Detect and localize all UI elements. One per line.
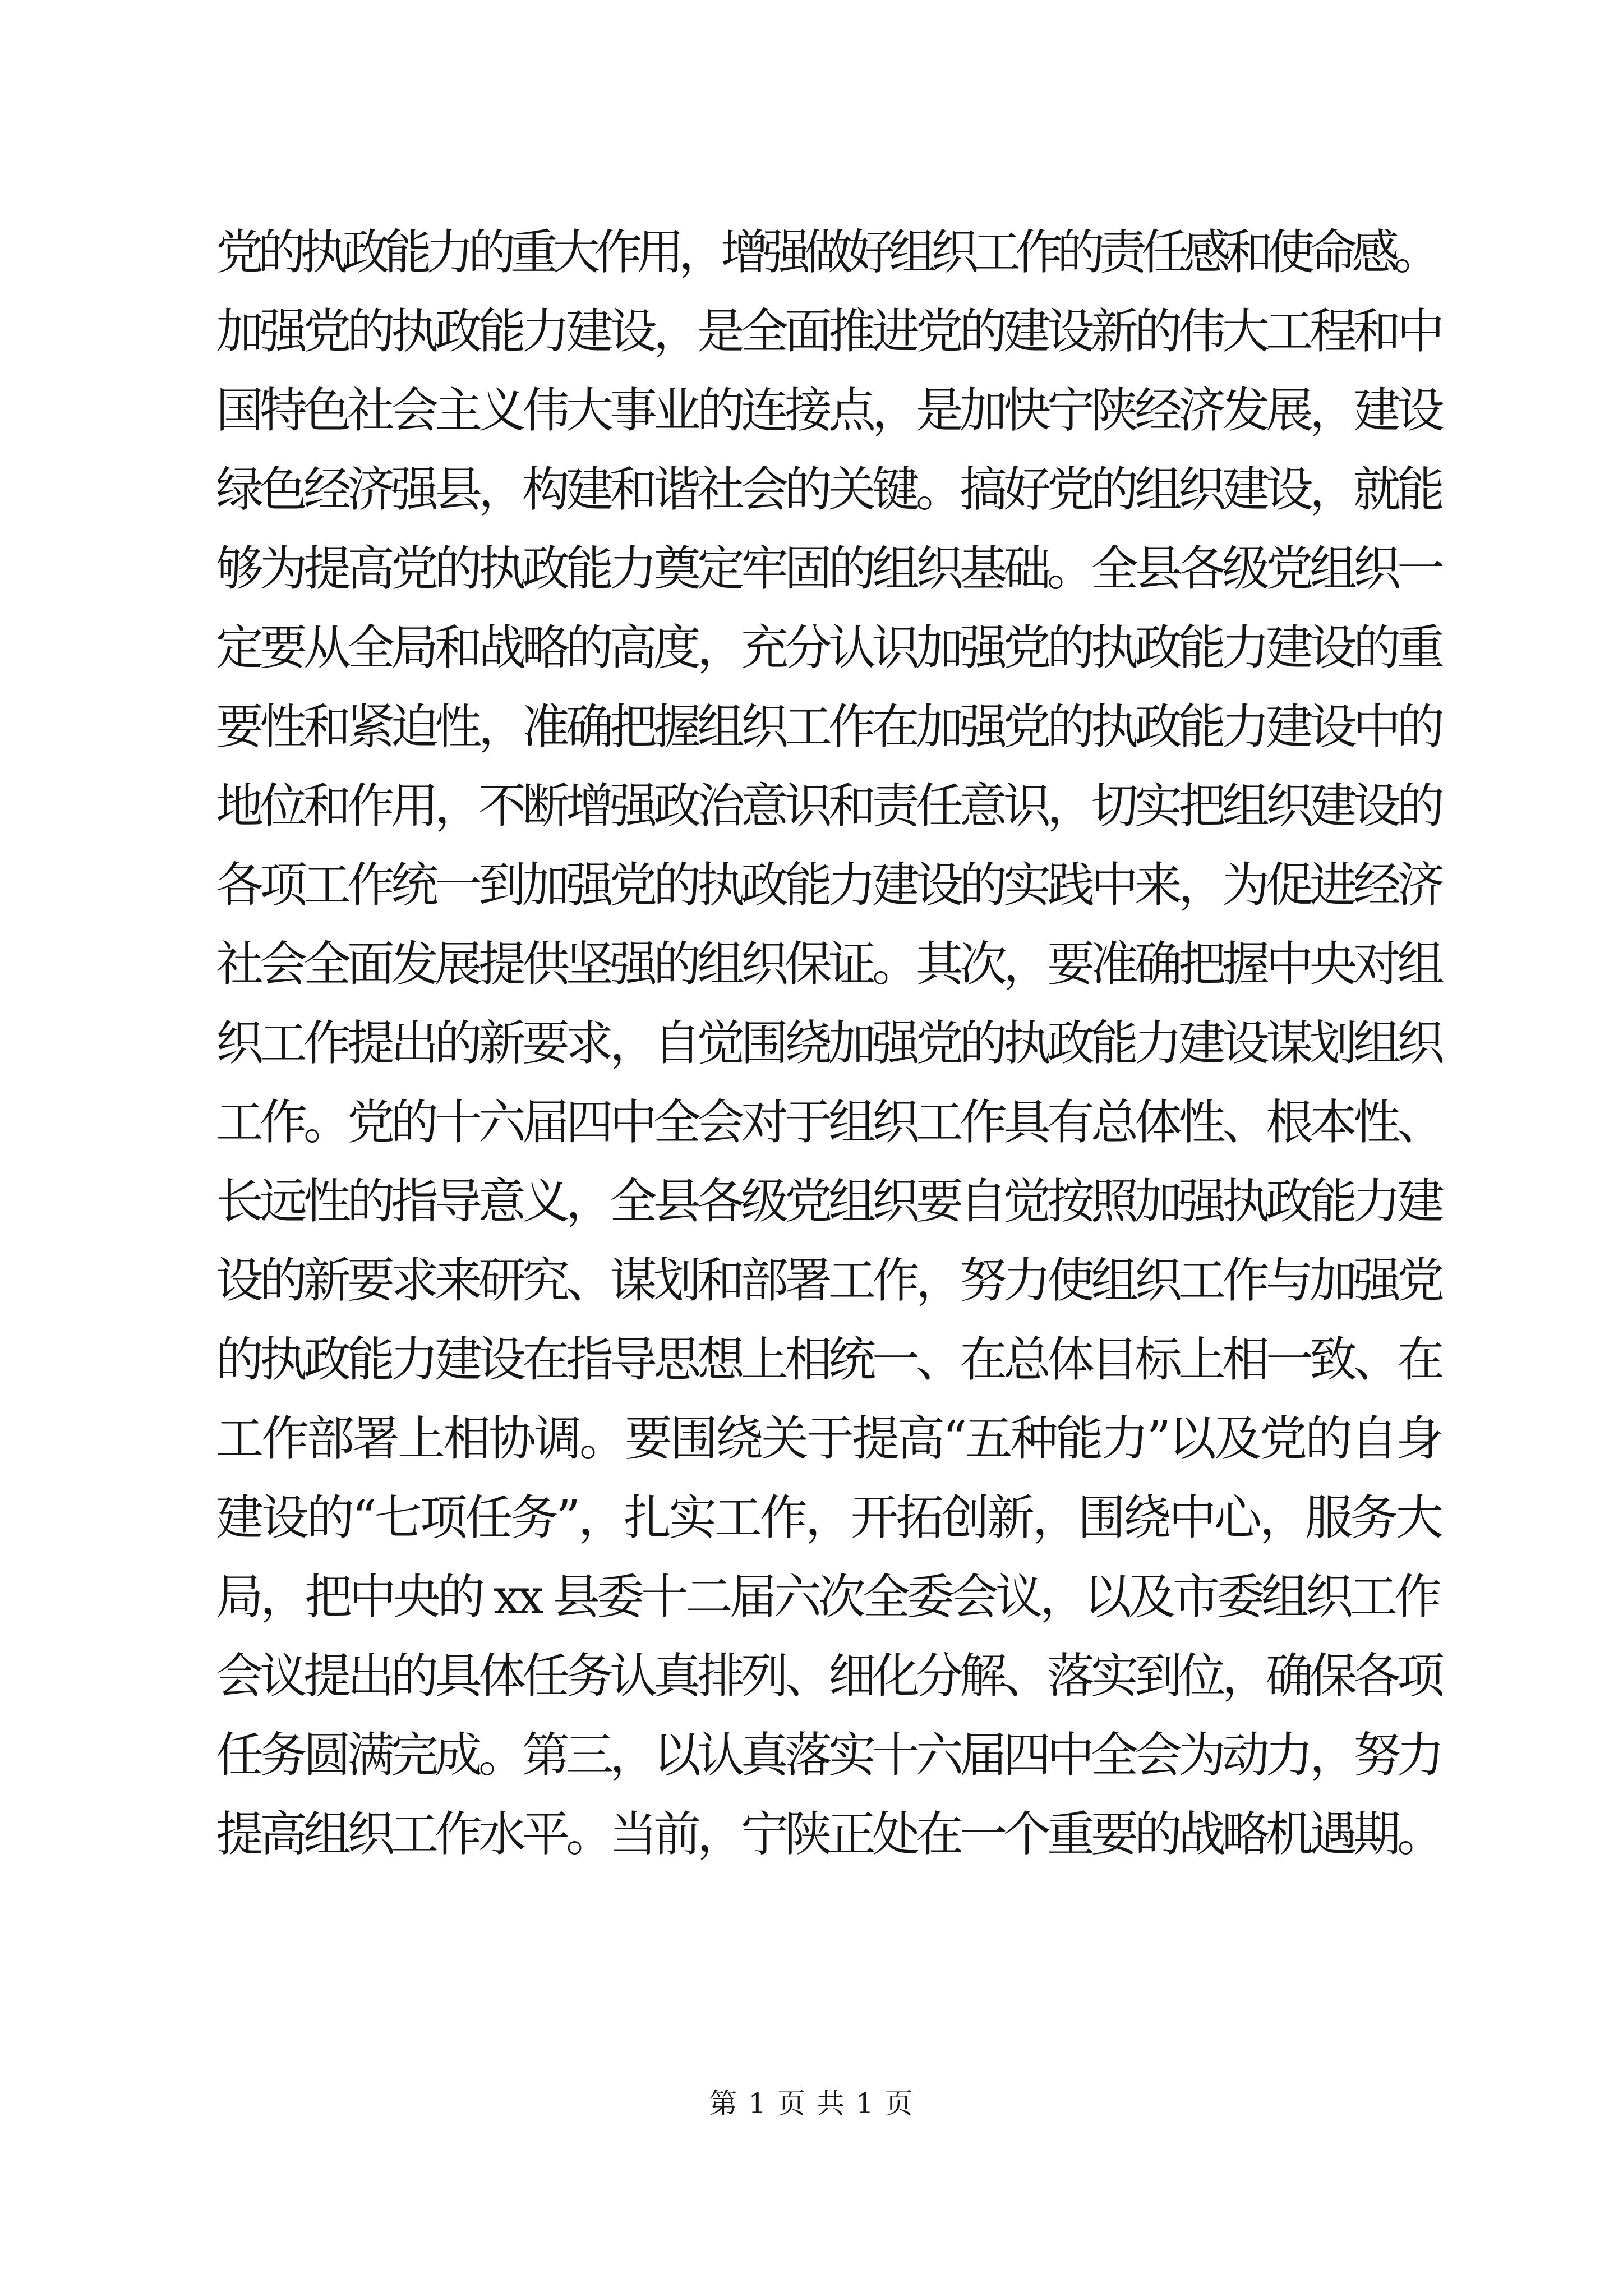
text-line-20: 任务圆满完成。第三，以认真落实十六届四中全会为动力，努力 (216, 1728, 1441, 1783)
text-line-16: 工作部署上相协调。要围绕关于提高“五种能力”以及党的自身 (216, 1411, 1441, 1467)
text-line-9: 各项工作统一到加强党的执政能力建设的实践中来，为促进经济 (216, 858, 1441, 913)
text-line-7: 要性和紧迫性，准确把握组织工作在加强党的执政能力建设中的 (216, 700, 1441, 755)
text-line-6: 定要从全局和战略的高度，充分认识加强党的执政能力建设的重 (216, 620, 1441, 676)
text-line-1: 党的执政能力的重大作用，增强做好组织工作的责任感和使命感。 (216, 225, 1436, 280)
text-line-18: 局，把中央的 xx 县委十二届六次全委会议，以及市委组织工作 (216, 1570, 1438, 1625)
text-line-21: 提高组织工作水平。当前，宁陕正处在一个重要的战略机遇期。 (216, 1807, 1441, 1862)
text-line-8: 地位和作用，不断增强政治意识和责任意识，切实把组织建设的 (216, 779, 1441, 834)
text-line-2: 加强党的执政能力建设，是全面推进党的建设新的伟大工程和中 (216, 304, 1441, 360)
text-line-11: 织工作提出的新要求，自觉围绕加强党的执政能力建设谋划组织 (216, 1016, 1441, 1071)
text-line-13: 长远性的指导意义，全县各级党组织要自觉按照加强执政能力建 (216, 1174, 1441, 1230)
text-line-17: 建设的“七项任务”，扎实工作，开拓创新，围绕中心，服务大 (216, 1490, 1441, 1546)
text-line-14: 设的新要求来研究、谋划和部署工作，努力使组织工作与加强党 (216, 1253, 1441, 1309)
text-line-3: 国特色社会主义伟大事业的连接点，是加快宁陕经济发展，建设 (216, 383, 1441, 439)
page-number-footer: 第 1 页 共 1 页 (709, 2087, 914, 2120)
text-line-12: 工作。党的十六届四中全会对于组织工作具有总体性、根本性、 (216, 1095, 1441, 1151)
text-line-4: 绿色经济强县，构建和谐社会的关键。搞好党的组织建设，就能 (216, 462, 1441, 518)
text-line-10: 社会全面发展提供坚强的组织保证。其次，要准确把握中央对组 (216, 937, 1441, 992)
text-line-15: 的执政能力建设在指导思想上相统一、在总体目标上相一致、在 (216, 1332, 1441, 1388)
document-body (216, 213, 1450, 1874)
text-line-5: 够为提高党的执政能力奠定牢固的组织基础。全县各级党组织一 (216, 541, 1441, 597)
text-line-19: 会议提出的具体任务认真排列、细化分解、落实到位，确保各项 (216, 1649, 1441, 1704)
